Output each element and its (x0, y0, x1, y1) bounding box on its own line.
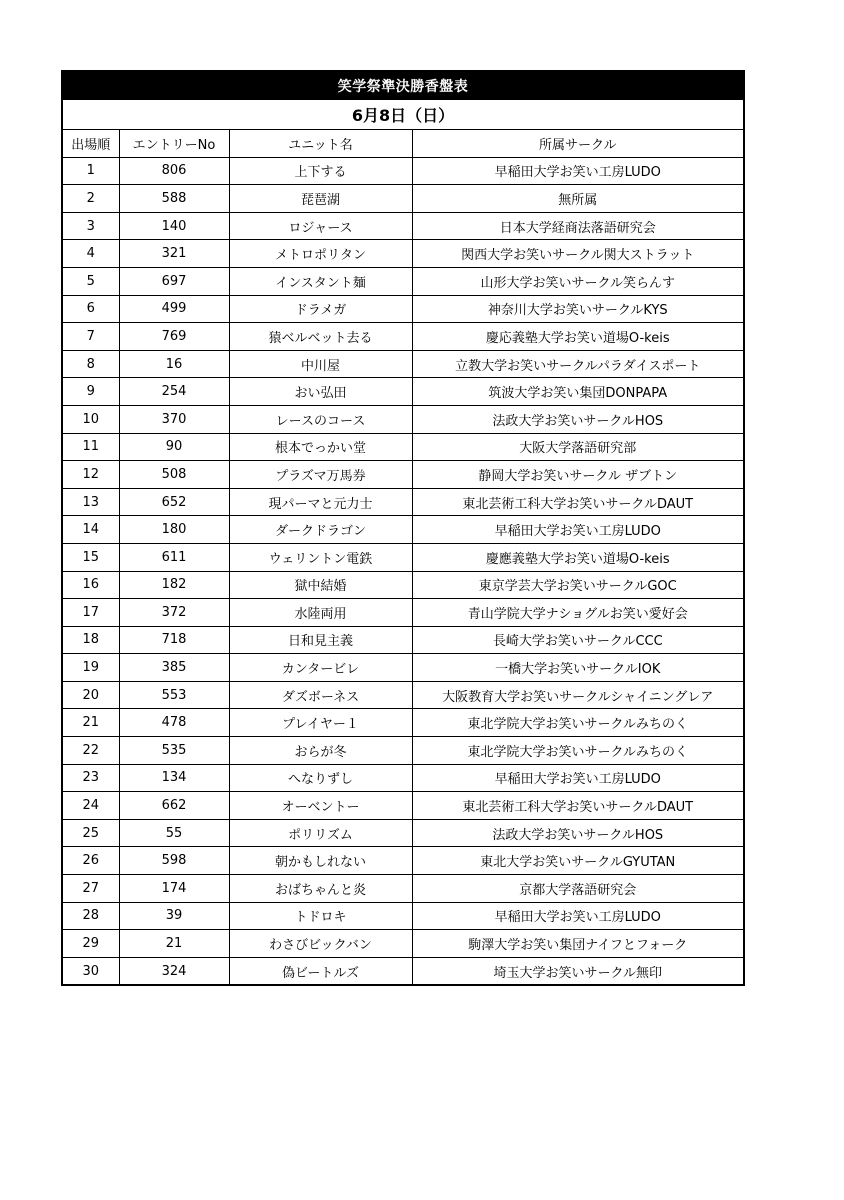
cell-unit-name: 根本でっかい堂 (229, 433, 412, 461)
cell-unit-name: おらが冬 (229, 737, 412, 765)
cell-unit-name: へなりずし (229, 764, 412, 792)
table-row (63, 626, 743, 654)
table-row (63, 267, 743, 295)
table-row (63, 543, 743, 571)
cell-circle: 東北学院大学お笑いサークルみちのく (412, 737, 743, 765)
cell-order: 11 (63, 433, 119, 461)
table-row (63, 957, 743, 984)
cell-order: 8 (63, 350, 119, 378)
table-row (63, 875, 743, 903)
cell-entry-no: 55 (119, 819, 229, 847)
cell-order: 10 (63, 405, 119, 433)
cell-order: 7 (63, 323, 119, 351)
cell-order: 9 (63, 378, 119, 406)
cell-circle: 東北学院大学お笑いサークルみちのく (412, 709, 743, 737)
table-row (63, 571, 743, 599)
cell-order: 17 (63, 599, 119, 627)
cell-circle: 日本大学経商法落語研究会 (412, 212, 743, 240)
cell-unit-name: ロジャース (229, 212, 412, 240)
event-date: 6月8日（日） (63, 100, 743, 130)
table-row (63, 378, 743, 406)
cell-order: 30 (63, 957, 119, 984)
cell-unit-name: わさびビックバン (229, 930, 412, 958)
table-row (63, 819, 743, 847)
cell-circle: 無所属 (412, 185, 743, 213)
table-row (63, 764, 743, 792)
table-row (63, 599, 743, 627)
table-row (63, 323, 743, 351)
table-row (63, 295, 743, 323)
cell-entry-no: 180 (119, 516, 229, 544)
cell-order: 20 (63, 681, 119, 709)
cell-entry-no: 182 (119, 571, 229, 599)
cell-circle: 一橋大学お笑いサークルIOK (412, 654, 743, 682)
cell-entry-no: 385 (119, 654, 229, 682)
lineup-sheet (61, 70, 745, 986)
cell-unit-name: 偽ビートルズ (229, 957, 412, 984)
table-row (63, 212, 743, 240)
cell-circle: 駒澤大学お笑い集団ナイフとフォーク (412, 930, 743, 958)
cell-circle: 慶応義塾大学お笑い道場O-keis (412, 323, 743, 351)
cell-entry-no: 553 (119, 681, 229, 709)
cell-order: 6 (63, 295, 119, 323)
cell-unit-name: トドロキ (229, 902, 412, 930)
table-row (63, 157, 743, 185)
cell-circle: 早稲田大学お笑い工房LUDO (412, 516, 743, 544)
cell-order: 5 (63, 267, 119, 295)
cell-unit-name: カンタービレ (229, 654, 412, 682)
cell-unit-name: 朝かもしれない (229, 847, 412, 875)
cell-circle: 大阪大学落語研究部 (412, 433, 743, 461)
cell-order: 27 (63, 875, 119, 903)
table-row (63, 461, 743, 489)
cell-circle: 大阪教育大学お笑いサークルシャイニングレア (412, 681, 743, 709)
header-order: 出場順 (63, 130, 119, 157)
cell-order: 4 (63, 240, 119, 268)
sheet-title: 笑学祭準決勝香盤表 (63, 72, 743, 100)
cell-order: 29 (63, 930, 119, 958)
cell-order: 19 (63, 654, 119, 682)
table-row (63, 902, 743, 930)
cell-entry-no: 370 (119, 405, 229, 433)
table-body (63, 157, 743, 984)
cell-circle: 慶應義塾大学お笑い道場O-keis (412, 543, 743, 571)
table-row (63, 433, 743, 461)
table-row (63, 516, 743, 544)
table-row (63, 405, 743, 433)
cell-unit-name: 日和見主義 (229, 626, 412, 654)
cell-order: 23 (63, 764, 119, 792)
cell-unit-name: 猿ベルベット去る (229, 323, 412, 351)
cell-entry-no: 90 (119, 433, 229, 461)
cell-entry-no: 324 (119, 957, 229, 984)
cell-entry-no: 372 (119, 599, 229, 627)
cell-order: 18 (63, 626, 119, 654)
table-row (63, 737, 743, 765)
cell-unit-name: プラズマ万馬券 (229, 461, 412, 489)
cell-entry-no: 662 (119, 792, 229, 820)
cell-entry-no: 611 (119, 543, 229, 571)
cell-unit-name: ドラメガ (229, 295, 412, 323)
cell-order: 14 (63, 516, 119, 544)
cell-circle: 早稲田大学お笑い工房LUDO (412, 157, 743, 185)
cell-circle: 早稲田大学お笑い工房LUDO (412, 902, 743, 930)
cell-unit-name: ウェリントン電鉄 (229, 543, 412, 571)
cell-entry-no: 588 (119, 185, 229, 213)
cell-unit-name: 現パーマと元力士 (229, 488, 412, 516)
table-row (63, 654, 743, 682)
cell-order: 26 (63, 847, 119, 875)
cell-entry-no: 174 (119, 875, 229, 903)
cell-order: 22 (63, 737, 119, 765)
cell-unit-name: ダズボーネス (229, 681, 412, 709)
cell-unit-name: インスタント麺 (229, 267, 412, 295)
table-row (63, 488, 743, 516)
cell-unit-name: ポリリズム (229, 819, 412, 847)
cell-order: 25 (63, 819, 119, 847)
table-row (63, 847, 743, 875)
cell-unit-name: おばちゃんと炎 (229, 875, 412, 903)
cell-unit-name: プレイヤー１ (229, 709, 412, 737)
table-row (63, 350, 743, 378)
cell-order: 28 (63, 902, 119, 930)
cell-circle: 神奈川大学お笑いサークルKYS (412, 295, 743, 323)
cell-circle: 立教大学お笑いサークルパラダイスポート (412, 350, 743, 378)
cell-unit-name: メトロポリタン (229, 240, 412, 268)
cell-unit-name: 水陸両用 (229, 599, 412, 627)
cell-order: 1 (63, 157, 119, 185)
cell-order: 15 (63, 543, 119, 571)
cell-entry-no: 140 (119, 212, 229, 240)
lineup-table (63, 130, 743, 984)
cell-circle: 京都大学落語研究会 (412, 875, 743, 903)
cell-entry-no: 535 (119, 737, 229, 765)
cell-circle: 東北大学お笑いサークルGYUTAN (412, 847, 743, 875)
cell-entry-no: 321 (119, 240, 229, 268)
cell-circle: 法政大学お笑いサークルHOS (412, 819, 743, 847)
cell-unit-name: 上下する (229, 157, 412, 185)
cell-circle: 静岡大学お笑いサークル ザブトン (412, 461, 743, 489)
cell-order: 24 (63, 792, 119, 820)
cell-order: 3 (63, 212, 119, 240)
cell-entry-no: 21 (119, 930, 229, 958)
table-row (63, 792, 743, 820)
table-row (63, 681, 743, 709)
table-row (63, 185, 743, 213)
cell-entry-no: 499 (119, 295, 229, 323)
cell-entry-no: 652 (119, 488, 229, 516)
cell-order: 21 (63, 709, 119, 737)
cell-entry-no: 39 (119, 902, 229, 930)
cell-entry-no: 718 (119, 626, 229, 654)
cell-order: 16 (63, 571, 119, 599)
cell-entry-no: 478 (119, 709, 229, 737)
cell-unit-name: 中川屋 (229, 350, 412, 378)
header-unit-name: ユニット名 (229, 130, 412, 157)
cell-unit-name: ダークドラゴン (229, 516, 412, 544)
header-circle: 所属サークル (412, 130, 743, 157)
cell-unit-name: 琵琶湖 (229, 185, 412, 213)
cell-order: 12 (63, 461, 119, 489)
cell-unit-name: オーベントー (229, 792, 412, 820)
cell-order: 2 (63, 185, 119, 213)
table-row (63, 240, 743, 268)
cell-entry-no: 134 (119, 764, 229, 792)
cell-circle: 東北芸術工科大学お笑いサークルDAUT (412, 488, 743, 516)
cell-circle: 東京学芸大学お笑いサークルGOC (412, 571, 743, 599)
cell-entry-no: 16 (119, 350, 229, 378)
cell-circle: 山形大学お笑いサークル笑らんす (412, 267, 743, 295)
table-row (63, 930, 743, 958)
table-header-row (63, 130, 743, 157)
cell-entry-no: 769 (119, 323, 229, 351)
cell-entry-no: 508 (119, 461, 229, 489)
cell-circle: 青山学院大学ナショグルお笑い愛好会 (412, 599, 743, 627)
cell-entry-no: 806 (119, 157, 229, 185)
cell-unit-name: レースのコース (229, 405, 412, 433)
cell-entry-no: 254 (119, 378, 229, 406)
cell-circle: 長崎大学お笑いサークルCCC (412, 626, 743, 654)
header-entry-no: エントリーNo (119, 130, 229, 157)
cell-entry-no: 598 (119, 847, 229, 875)
cell-unit-name: おい弘田 (229, 378, 412, 406)
cell-order: 13 (63, 488, 119, 516)
cell-circle: 関西大学お笑いサークル関大ストラット (412, 240, 743, 268)
cell-entry-no: 697 (119, 267, 229, 295)
cell-circle: 東北芸術工科大学お笑いサークルDAUT (412, 792, 743, 820)
cell-unit-name: 獄中結婚 (229, 571, 412, 599)
cell-circle: 早稲田大学お笑い工房LUDO (412, 764, 743, 792)
cell-circle: 法政大学お笑いサークルHOS (412, 405, 743, 433)
cell-circle: 埼玉大学お笑いサークル無印 (493, 965, 663, 981)
table-row (63, 709, 743, 737)
cell-circle: 筑波大学お笑い集団DONPAPA (412, 378, 743, 406)
